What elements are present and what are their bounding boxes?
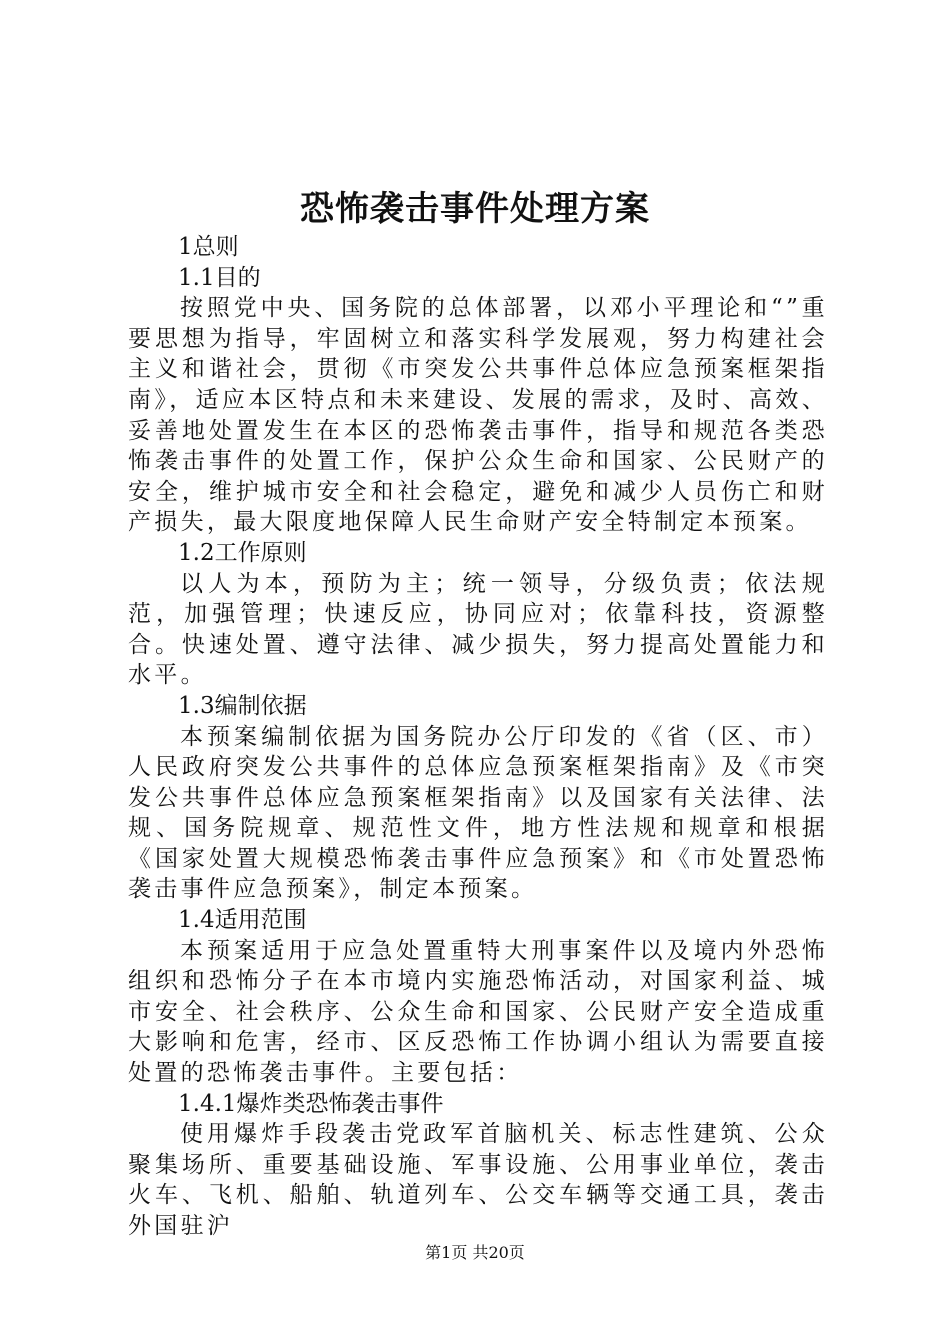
- paragraph-principles: 以人为本，预防为主；统一领导，分级负责；依法规范，加强管理；快速反应，协同应对；依靠科技，资源整合。快速处置、遵守法律、减少损失，努力提高处置能力和水平。: [128, 570, 828, 689]
- section-heading-principles: 1.2工作原则: [178, 539, 307, 566]
- section-heading-explosion-events: 1.4.1爆炸类恐怖袭击事件: [178, 1090, 444, 1117]
- section-heading-general: 1总则: [178, 234, 239, 260]
- paragraph-explosion-events: 使用爆炸手段袭击党政军首脑机关、标志性建筑、公众聚集场所、重要基础设施、军事设施、公用事业单位，袭击火车、飞机、船舶、轨道列车、公交车辆等交通工具，袭击外国驻沪: [128, 1121, 828, 1239]
- paragraph-purpose: 按照党中央、国务院的总体部署，以邓小平理论和“”重要思想为指导，牢固树立和落实科学发展观，努力构建社会主义和谐社会，贯彻《市突发公共事件总体应急预案框架指南》，适应本区特点和未来建设、发展的需求，及时、高效、妥善地处置发生在本区的恐怖袭击事件，指导和规范各类恐怖袭击事件的处置工作，保护公众生命和国家、公民财产的安全，维护城市安全和社会稳定，避免和减少人员伤亡和财产损失，最大限度地保障人民生命财产安全特制定本预案。: [128, 295, 828, 536]
- section-heading-scope: 1.4适用范围: [178, 907, 307, 934]
- paragraph-scope: 本预案适用于应急处置重特大刑事案件以及境内外恐怖组织和恐怖分子在本市境内实施恐怖活动，对国家利益、城市安全、社会秩序、公众生命和国家、公民财产安全造成重大影响和危害，经市、区反恐怖工作协调小组认为需要直接处置的恐怖袭击事件。主要包括：: [128, 937, 828, 1087]
- document-title: 恐怖袭击事件处理方案: [300, 189, 650, 229]
- document-body: [128, 232, 828, 1242]
- paragraph-basis: 本预案编制依据为国务院办公厅印发的《省（区、市）人民政府突发公共事件的总体应急预案框架指南》及《市突发公共事件总体应急预案框架指南》以及国家有关法律、法规、国务院规章、规范性文件，地方性法规和规章和根据《国家处置大规模恐怖袭击事件应急预案》和《市处置恐怖袭击事件应急预案》，制定本预案。: [128, 723, 828, 903]
- page-footer: 第1页 共20页: [425, 1243, 525, 1262]
- section-heading-purpose: 1.1目的: [178, 264, 261, 291]
- section-heading-basis: 1.3编制依据: [178, 692, 307, 719]
